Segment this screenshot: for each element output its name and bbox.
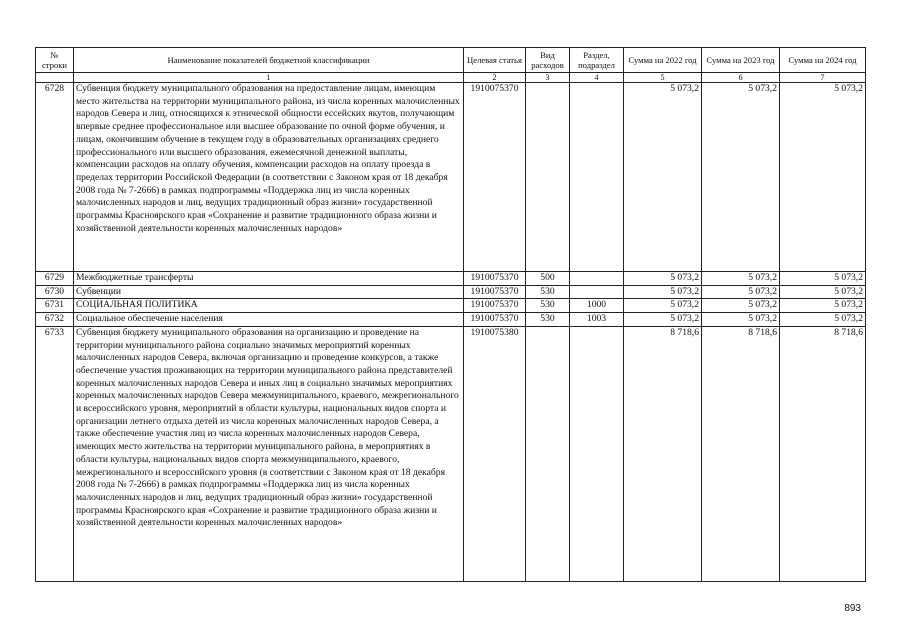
col-number: 4	[570, 73, 624, 83]
row-sum-2024: 5 073,2	[780, 285, 866, 299]
column-number-row	[36, 73, 866, 83]
header-sum-2024: Сумма на 2024 год	[780, 48, 866, 73]
row-description: Субвенция бюджету муниципального образования на организацию и проведение на территории муниципального района социально значимых мероприятий коренных малочисленных народов Севера, включая организацию и проведение конкурсов, а также обеспечение участия проживающих на территории муниципального района представителей коренных малочисленных народов Севера и иных лиц в социально значимых мероприятиях коренных малочисленных народов Севера межмуниципального, краевого, межрегионального и всероссийского уровня, мероприятий в области культуры, национальных видов спорта и организации летнего отдыха детей из числа коренных малочисленных народов Севера, а также обеспечение участия лиц из числа коренных малочисленных народов Севера, имеющих место жительства на территории муниципального района, в мероприятиях в области культуры, национальных видов спорта межмуниципального, краевого, межрегионального и всероссийского уровня (в соответствии с Законом края от 18 декабря 2008 года № 7-2666) в рамках подпрограммы «Поддержка лиц из числа коренных малочисленных народов и лиц, ведущих традиционный образ жизни» государственной программы Красноярского края «Сохранение и развитие традиционного образа жизни и хозяйственной деятельности коренных малочисленных народов»	[74, 326, 464, 581]
page-number: 893	[844, 603, 861, 614]
row-number: 6732	[36, 313, 74, 327]
row-section: 1003	[570, 313, 624, 327]
header-sum-2022: Сумма на 2022 год	[624, 48, 702, 73]
col-number: 3	[526, 73, 570, 83]
row-sum-2023: 5 073,2	[702, 272, 780, 286]
header-sum-2023: Сумма на 2023 год	[702, 48, 780, 73]
col-number: 2	[464, 73, 526, 83]
table-row	[36, 285, 866, 299]
row-description: Социальное обеспечение населения	[74, 313, 464, 327]
header-section: Раздел, подраздел	[570, 48, 624, 73]
row-target: 1910075370	[464, 299, 526, 313]
row-description: СОЦИАЛЬНАЯ ПОЛИТИКА	[74, 299, 464, 313]
row-sum-2023: 5 073,2	[702, 285, 780, 299]
row-sum-2022: 8 718,6	[624, 326, 702, 581]
header-type: Вид расходов	[526, 48, 570, 73]
row-target: 1910075370	[464, 285, 526, 299]
row-sum-2023: 5 073,2	[702, 83, 780, 272]
row-target: 1910075370	[464, 272, 526, 286]
header-row-no: № строки	[36, 48, 74, 73]
row-sum-2022: 5 073,2	[624, 272, 702, 286]
row-sum-2024: 5 073,2	[780, 313, 866, 327]
row-sum-2022: 5 073,2	[624, 313, 702, 327]
table-row	[36, 83, 866, 272]
row-number: 6731	[36, 299, 74, 313]
row-type: 500	[526, 272, 570, 286]
row-sum-2023: 5 073,2	[702, 299, 780, 313]
row-description: Субвенция бюджету муниципального образования на предоставление лицам, имеющим место жительства на территории муниципального района, из числа коренных малочисленных народов Севера и лиц, относящихся к этнической общности ессейских якутов, получающим впервые среднее профессиональное или высшее образование по очной форме обучения, и лицам, окончившим обучение в текущем году в образовательных организациях среднего профессионального или высшего образования, ежемесячной денежной выплаты, компенсации расходов на оплату обучения, компенсации расходов на оплату проезда в пределах территории Российской Федерации (в соответствии с Законом края от 18 декабря 2008 года № 7-2666) в рамках подпрограммы «Поддержка лиц из числа коренных малочисленных народов и лиц, ведущих традиционный образ жизни» государственной программы Красноярского края «Сохранение и развитие традиционного образа жизни и хозяйственной деятельности коренных малочисленных народов»	[74, 83, 464, 272]
row-sum-2022: 5 073,2	[624, 299, 702, 313]
table-row	[36, 313, 866, 327]
row-section	[570, 326, 624, 581]
row-type: 530	[526, 313, 570, 327]
table-row	[36, 326, 866, 581]
row-target: 1910075380	[464, 326, 526, 581]
row-sum-2023: 8 718,6	[702, 326, 780, 581]
budget-table	[35, 47, 866, 582]
row-type	[526, 326, 570, 581]
col-number: 5	[624, 73, 702, 83]
col-number-blank	[36, 73, 74, 83]
row-sum-2022: 5 073,2	[624, 83, 702, 272]
row-number: 6733	[36, 326, 74, 581]
row-number: 6728	[36, 83, 74, 272]
row-description: Межбюджетные трансферты	[74, 272, 464, 286]
row-target: 1910075370	[464, 83, 526, 272]
row-section	[570, 285, 624, 299]
row-sum-2024: 8 718,6	[780, 326, 866, 581]
row-sum-2024: 5 073,2	[780, 299, 866, 313]
row-number: 6729	[36, 272, 74, 286]
row-sum-2023: 5 073,2	[702, 313, 780, 327]
table-row	[36, 299, 866, 313]
col-number: 6	[702, 73, 780, 83]
row-type: 530	[526, 285, 570, 299]
row-type: 530	[526, 299, 570, 313]
header-name: Наименование показателей бюджетной классификации	[74, 48, 464, 73]
col-number: 7	[780, 73, 866, 83]
row-sum-2024: 5 073,2	[780, 272, 866, 286]
col-number: 1	[74, 73, 464, 83]
row-target: 1910075370	[464, 313, 526, 327]
row-section	[570, 272, 624, 286]
row-section	[570, 83, 624, 272]
row-sum-2022: 5 073,2	[624, 285, 702, 299]
row-section: 1000	[570, 299, 624, 313]
row-number: 6730	[36, 285, 74, 299]
table-row	[36, 272, 866, 286]
header-target: Целевая статья	[464, 48, 526, 73]
row-type	[526, 83, 570, 272]
row-sum-2024: 5 073,2	[780, 83, 866, 272]
row-description: Субвенции	[74, 285, 464, 299]
header-row	[36, 48, 866, 73]
